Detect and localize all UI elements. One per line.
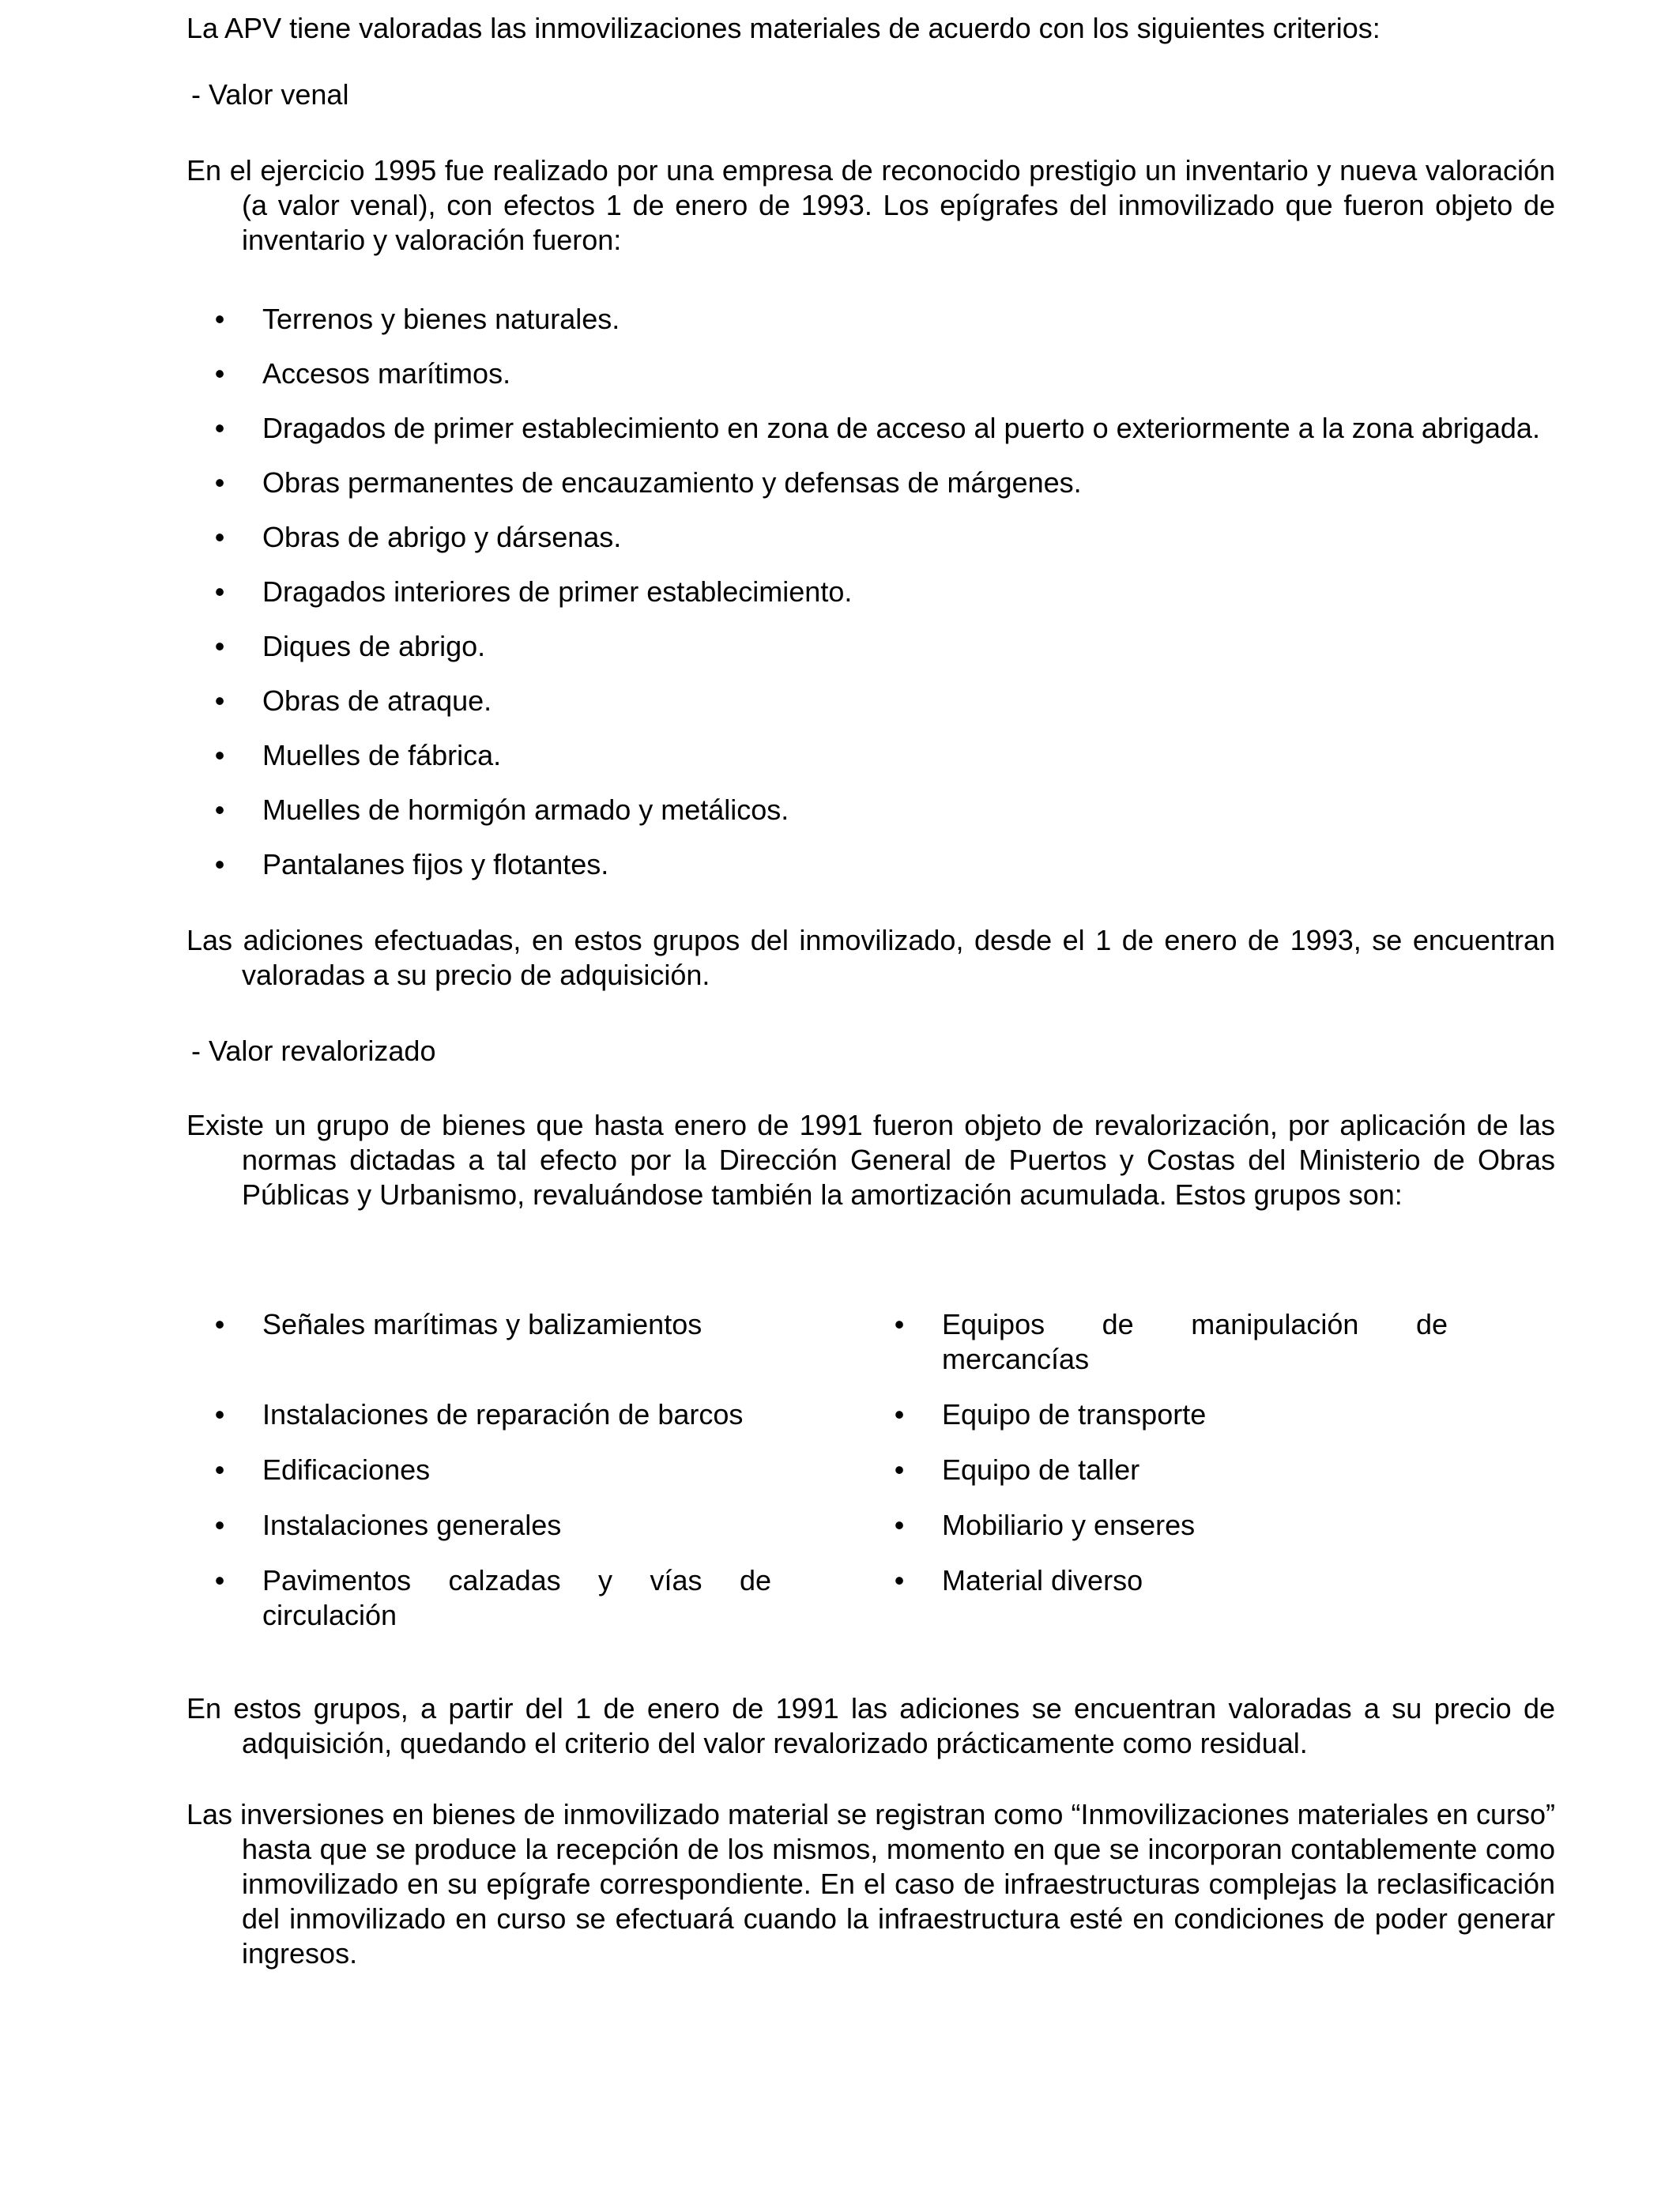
list-item-right [866,1508,1448,1543]
bullet-icon: • [214,303,225,335]
bullet-icon: • [894,1564,905,1596]
list-item-text: Instalaciones de reparación de barcos [262,1398,744,1431]
list-item-text: Dragados de primer establecimiento en zona de acceso al puerto o exteriormente a la zona abrigada. [262,412,1540,444]
list-item-text: Obras permanentes de encauzamiento y defensas de márgenes. [262,466,1082,499]
list-item-text: Accesos marítimos. [262,357,511,390]
list-item-right [866,1453,1448,1487]
bullet-icon: • [214,357,225,390]
valor-revalorizado-paragraph: Existe un grupo de bienes que hasta enero de 1991 fueron objeto de revalorización, por aplicación de las normas dictadas a tal efecto por la Dirección General de Puertos y Costas del Ministerio de Obras Públicas y Urbanismo, revaluándose también la amortización acumulada. Estos grupos son: [186,1109,1555,1211]
list-item-left [186,1397,771,1432]
intro-paragraph: La APV tiene valoradas las inmovilizaciones materiales de acuerdo con los siguientes criterios: [186,12,1381,44]
list-item [186,738,1555,773]
list-item-left [186,1307,771,1377]
list-item-text: Edificaciones [262,1453,431,1486]
list-item-text: Equipo de taller [942,1453,1140,1486]
list-item-left [186,1563,771,1633]
bullet-icon: • [214,1308,225,1340]
section-heading-valor-revalorizado: - Valor revalorizado [191,1035,436,1067]
bullet-icon: • [214,739,225,771]
bullet-icon: • [894,1509,905,1541]
bullet-icon: • [894,1308,905,1340]
revalorizado-two-column-list [186,1307,1555,1633]
list-item [186,629,1555,664]
list-item [186,575,1555,609]
list-item-text: Terrenos y bienes naturales. [262,303,620,335]
valor-venal-list [186,302,1555,882]
list-item-text: Material diverso [942,1564,1143,1596]
list-item-text: Señales marítimas y balizamientos [262,1308,703,1340]
list-item-left [186,1453,771,1487]
list-item-text: Muelles de hormigón armado y metálicos. [262,794,789,826]
list-item-text: Equipos de manipulación de mercancías [942,1308,1448,1375]
list-item [186,302,1555,337]
list-item-right [866,1307,1448,1377]
list-item-text: Pavimentos calzadas y vías de circulación [262,1564,771,1631]
list-item [186,520,1555,555]
list-item [186,847,1555,882]
bullet-icon: • [214,1509,225,1541]
bullet-icon: • [214,466,225,499]
bullet-icon: • [214,684,225,717]
bullet-icon: • [214,848,225,880]
list-item-text: Dragados interiores de primer establecimiento. [262,575,853,608]
bullet-icon: • [894,1453,905,1486]
list-item [186,684,1555,718]
bullet-icon: • [894,1398,905,1431]
list-item-text: Equipo de transporte [942,1398,1207,1431]
valor-venal-paragraph: En el ejercicio 1995 fue realizado por una empresa de reconocido prestigio un inventario y nueva valoración (a valor venal), con efectos 1 de enero de 1993. Los epígrafes del inmovilizado que fueron objeto de inventario y valoración fueron: [186,154,1555,256]
bullet-icon: • [214,630,225,662]
bullet-icon: • [214,794,225,826]
list-item-text: Obras de abrigo y dársenas. [262,521,622,553]
inmovilizado-en-curso-paragraph: Las inversiones en bienes de inmovilizado material se registran como “Inmovilizaciones materiales en curso” hasta que se produce la recepción de los mismos, momento en que se incorporan contablemente como inmovilizado en su epígrafe correspondiente. En el caso de infraestructuras complejas la reclasificación del inmovilizado en curso se efectuará cuando la infraestructura esté en condiciones de poder generar ingresos. [186,1798,1555,1970]
bullet-icon: • [214,575,225,608]
list-item-text: Instalaciones generales [262,1509,562,1541]
list-item [186,411,1555,446]
bullet-icon: • [214,1398,225,1431]
list-item-text: Diques de abrigo. [262,630,486,662]
bullet-icon: • [214,1564,225,1596]
heading-title: Valor venal [209,78,349,111]
list-item-text: Mobiliario y enseres [942,1509,1196,1541]
document-page [186,11,1555,1971]
valor-revalorizado-closing-paragraph: En estos grupos, a partir del 1 de enero de 1991 las adiciones se encuentran valoradas a su precio de adquisición, quedando el criterio del valor revalorizado prácticamente como residual. [186,1692,1555,1759]
list-item-left [186,1508,771,1543]
list-item-right [866,1563,1448,1633]
bullet-icon: • [214,521,225,553]
list-item [186,793,1555,827]
list-item-text: Muelles de fábrica. [262,739,502,771]
list-item [186,356,1555,391]
list-item [186,466,1555,500]
bullet-icon: • [214,412,225,444]
valor-venal-closing-paragraph: Las adiciones efectuadas, en estos grupos del inmovilizado, desde el 1 de enero de 1993, se encuentran valoradas a su precio de adquisición. [186,924,1555,991]
list-item-text: Obras de atraque. [262,684,492,717]
heading-dash: - [191,78,201,111]
list-item-right [866,1397,1448,1432]
bullet-icon: • [214,1453,225,1486]
section-heading-valor-venal [186,77,1555,112]
list-item-text: Pantalanes fijos y flotantes. [262,848,609,880]
